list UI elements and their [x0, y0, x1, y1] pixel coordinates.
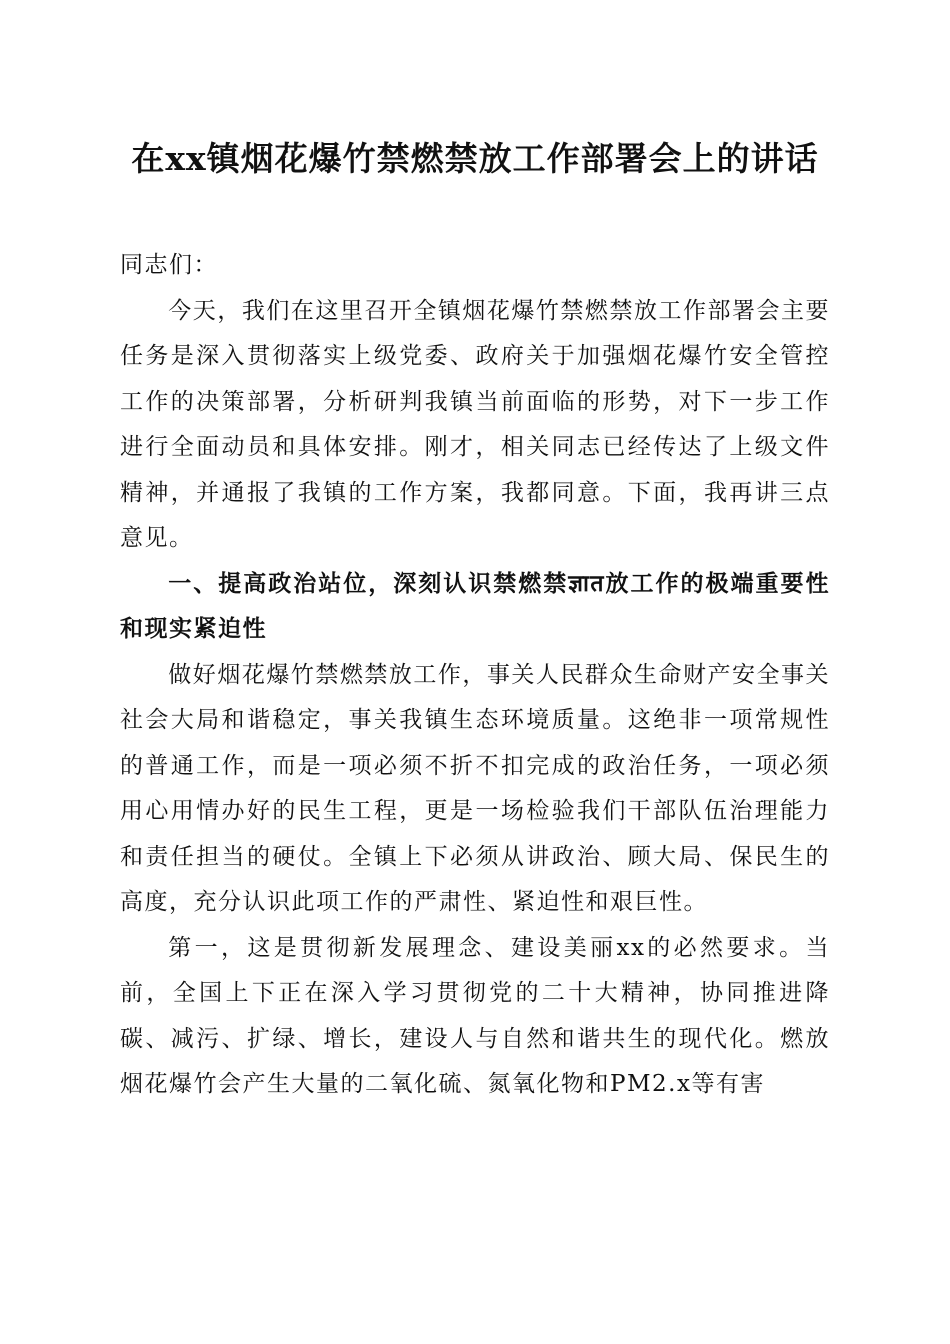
document-body — [120, 243, 830, 1108]
section-heading-1: 一、提高政治站位，深刻认识禁燃禁ज्ञात放工作的极端重要性和现实紧迫性 — [120, 570, 830, 642]
document-title: 在xx镇烟花爆竹禁燃禁放工作部署会上的讲话 — [131, 139, 819, 178]
paragraph-section-1: 做好烟花爆竹禁燃禁放工作，事关人民群众生命财产安全事关社会大局和谐稳定，事关我镇生态环境质量。这绝非一项常规性的普通工作，而是一项必须不折不扣完成的政治任务，一项必须用心用情办好的民生工程，更是一场检验我们干部队伍治理能力和责任担当的硬仗。全镇上下必须从讲政治、顾大局、保民生的高度，充分认识此项工作的严肃性、紧迫性和艰巨性。 — [120, 661, 830, 915]
paragraph-intro: 今天，我们在这里召开全镇烟花爆竹禁燃禁放工作部署会主要任务是深入贯彻落实上级党委、政府关于加强烟花爆竹安全管控工作的决策部署，分析研判我镇当前面临的形势，对下一步工作进行全面动员和具体安排。刚才，相关同志已经传达了上级文件精神，并通报了我镇的工作方案，我都同意。下面，我再讲三点意见。 — [120, 297, 830, 551]
paragraph-point-1: 第一，这是贯彻新发展理念、建设美丽xx的必然要求。当前，全国上下正在深入学习贯彻党的二十大精神，协同推进降碳、减污、扩绿、增长，建设人与自然和谐共生的现代化。燃放烟花爆竹会产生大量的二氧化硫、氮氧化物和PM2.x等有害 — [120, 934, 830, 1097]
salutation: 同志们： — [120, 252, 218, 278]
